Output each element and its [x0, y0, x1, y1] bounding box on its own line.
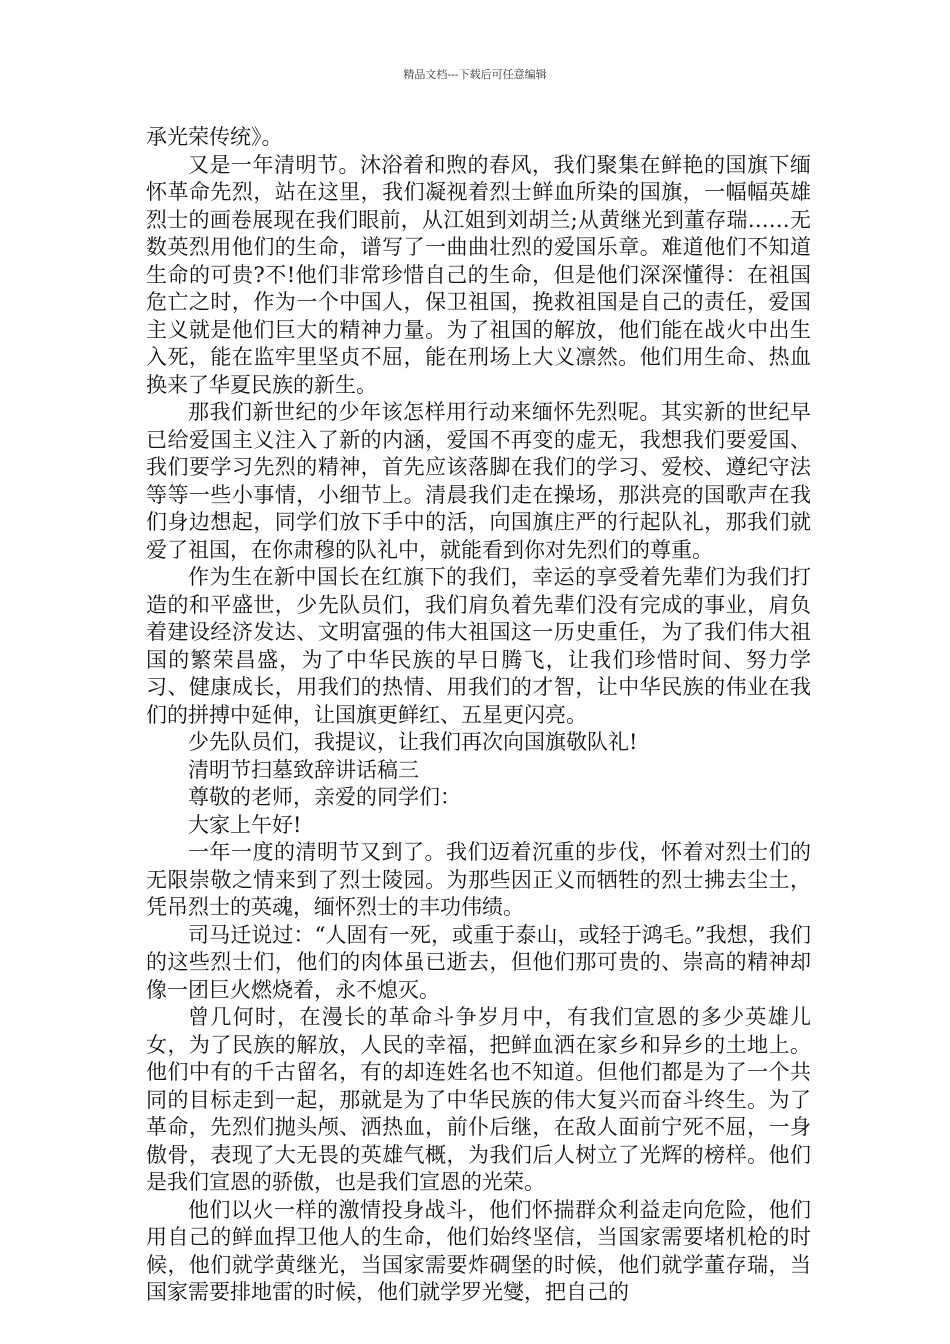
- paragraph-10: 曾几何时，在漫长的革命斗争岁月中，有我们宣恩的多少英雄儿女，为了民族的解放，人民的幸福，把鲜血洒在家乡和异乡的土地上。他们中有的千古留名，有的却连姓名也不知道。但他们都是为了一个共同的目标走到一起，那就是为了中华民族的伟大复兴而奋斗终生。为了革命，先烈们抛头颅、洒热血，前仆后继，在敌人面前宁死不屈，一身傲骨，表现了大无畏的英雄气概，为我们后人树立了光辉的榜样。他们是我们宣恩的骄傲，也是我们宣恩的光荣。: [146, 1005, 811, 1194]
- paragraph-2: 那我们新世纪的少年该怎样用行动来缅怀先烈呢。其实新的世纪早已给爱国主义注入了新的内涵，爱国不再变的虚无，我想我们要爱国、我们要学习先烈的精神，首先应该落脚在我们的学习、爱校、遵纪守法等等一些小事情，小细节上。清晨我们走在操场，那洪亮的国歌声在我们身边想起，同学们放下手中的活，向国旗庄严的行起队礼，那我们就爱了祖国，在你肃穆的队礼中，就能看到你对先烈们的尊重。: [146, 400, 811, 562]
- greeting: 大家上午好!: [188, 812, 302, 837]
- page-header: 精品文档---下载后可任意编辑: [403, 68, 547, 81]
- section-title: 清明节扫墓致辞讲话稿三: [188, 757, 419, 782]
- paragraph-8: 一年一度的清明节又到了。我们迈着沉重的步伐，怀着对烈士们的无限崇敬之情来到了烈士陵园。为那些因正义而牺牲的烈士拂去尘土，凭吊烈士的英魂，缅怀烈士的丰功伟绩。: [146, 840, 811, 919]
- paragraph-9: 司马迁说过：“人固有一死，或重于泰山，或轻于鸿毛。”我想，我们的这些烈士们，他们的肉体虽已逝去，但他们那可贵的、崇高的精神却像一团巨火燃烧着，永不熄灭。: [146, 922, 811, 1002]
- paragraph-3: 作为生在新中国长在红旗下的我们，幸运的享受着先辈们为我们打造的和平盛世，少先队员们，我们肩负着先辈们没有完成的事业，肩负着建设经济发达、文明富强的伟大祖国这一历史重任，为了我们伟大祖国的繁荣昌盛，为了中华民族的早日腾飞，让我们珍惜时间、努力学习、健康成长，用我们的热情、用我们的才智，让中华民族的伟业在我们的拼搏中延伸，让国旗更鲜红、五星更闪亮。: [146, 565, 811, 727]
- salutation: 尊敬的老师，亲爱的同学们：: [188, 785, 461, 809]
- paragraph-11: 他们以火一样的激情投身战斗，他们怀揣群众利益走向危险，他们用自己的鲜血捍卫他人的生命，他们始终坚信，当国家需要堵机枪的时候，他们就学黄继光，当国家需要炸碉堡的时候，他们就学董存瑞，当国家需要排地雷的时候，他们就学罗光燮，把自己的: [146, 1197, 811, 1304]
- paragraph-0: 承光荣传统》。: [146, 125, 283, 149]
- document-body: [146, 124, 811, 1307]
- paragraph-4: 少先队员们，我提议，让我们再次向国旗敬队礼!: [188, 730, 638, 754]
- paragraph-1: 又是一年清明节。沐浴着和煦的春风，我们聚集在鲜艳的国旗下缅怀革命先烈，站在这里，我们凝视着烈士鲜血所染的国旗，一幅幅英雄烈士的画卷展现在我们眼前，从江姐到刘胡兰;从黄继光到董存瑞……无数英烈用他们的生命，谱写了一曲曲壮烈的爱国乐章。难道他们不知道生命的可贵?不!他们非常珍惜自己的生命，但是他们深深懂得：在祖国危亡之时，作为一个中国人，保卫祖国，挽救祖国是自己的责任，爱国主义就是他们巨大的精神力量。为了祖国的解放，他们能在战火中出生入死，能在监牢里坚贞不屈，能在刑场上大义凛然。他们用生命、热血换来了华夏民族的新生。: [146, 152, 811, 397]
